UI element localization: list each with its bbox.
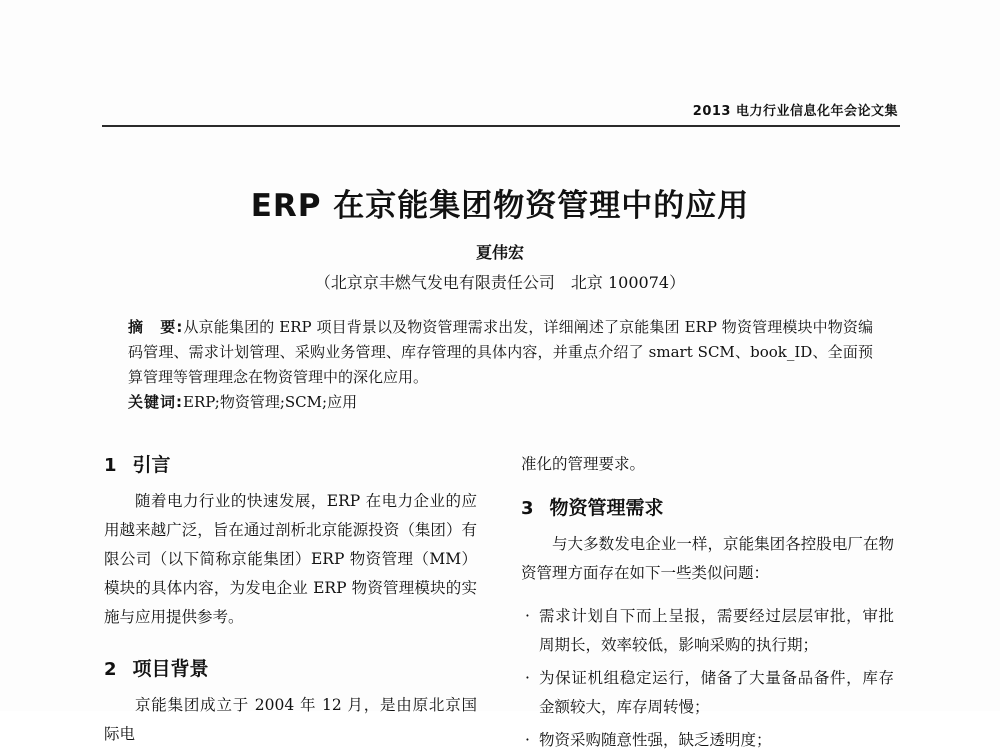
section-1-paragraph: 随着电力行业的快速发展，ERP 在电力企业的应用越来越广泛，旨在通过剖析北京能源投资（集团）有限公司（以下简称京能集团）ERP 物资管理（MM）模块的具体内容，为发电企业 ERP 物资管理模块的实施与应用提供参考。 — [104, 492, 477, 626]
section-number-1: 1 — [104, 455, 117, 476]
section-title-2: 项目背景 — [132, 658, 209, 680]
section-number-2: 2 — [104, 659, 117, 680]
section-number-3: 3 — [521, 498, 534, 519]
left-column — [104, 450, 477, 743]
list-item — [521, 664, 894, 722]
bullet-icon: · — [525, 731, 530, 749]
keywords-label: 关键词: — [128, 393, 183, 411]
section-3-paragraph: 与大多数发电企业一样，京能集团各控股电厂在物资管理方面存在如下一些类似问题： — [521, 535, 894, 582]
bullet-icon: · — [525, 669, 530, 687]
body-columns — [104, 450, 894, 749]
author-name: 夏伟宏 — [475, 243, 524, 262]
keywords-paragraph — [128, 390, 873, 415]
list-item-text: 物资采购随意性强，缺乏透明度； — [539, 731, 772, 749]
list-item-text: 需求计划自下而上呈报，需要经过层层审批，审批周期长，效率较低，影响采购的执行期； — [539, 607, 894, 654]
section-title-3: 物资管理需求 — [549, 497, 664, 519]
header-rule — [102, 125, 900, 127]
abstract-label: 摘 要: — [128, 318, 184, 336]
list-item — [521, 602, 894, 660]
section-heading-3 — [521, 493, 894, 520]
author-affiliation: （北京京丰燃气发电有限责任公司 北京 100074） — [314, 273, 686, 292]
running-head: 2013 电力行业信息化年会论文集 — [692, 104, 898, 119]
problem-list — [521, 602, 894, 755]
page-title: ERP 在京能集团物资管理中的应用 — [250, 188, 750, 224]
abstract-text: 从京能集团的 ERP 项目背景以及物资管理需求出发，详细阐述了京能集团 ERP 物资管理模块中物资编码管理、需求计划管理、采购业务管理、库存管理的具体内容，并重点介绍了 smart SCM、book_ID、全面预算管理等管理理念在物资管理中的深化应用。 — [128, 318, 874, 386]
bullet-icon: · — [525, 607, 530, 625]
section-title-1: 引言 — [132, 454, 171, 476]
list-item — [521, 726, 894, 755]
right-column — [521, 450, 894, 749]
section-2-paragraph: 京能集团成立于 2004 年 12 月，是由原北京国际电 — [104, 696, 477, 743]
keywords-text: ERP;物资管理;SCM;应用 — [183, 393, 358, 411]
section-heading-2 — [104, 654, 477, 681]
list-item-text: 为保证机组稳定运行，储备了大量备品备件，库存金额较大，库存周转慢； — [539, 669, 894, 716]
continued-paragraph: 准化的管理要求。 — [521, 455, 646, 473]
abstract-block — [128, 315, 873, 415]
section-heading-1 — [104, 450, 477, 477]
abstract-paragraph — [128, 315, 873, 390]
